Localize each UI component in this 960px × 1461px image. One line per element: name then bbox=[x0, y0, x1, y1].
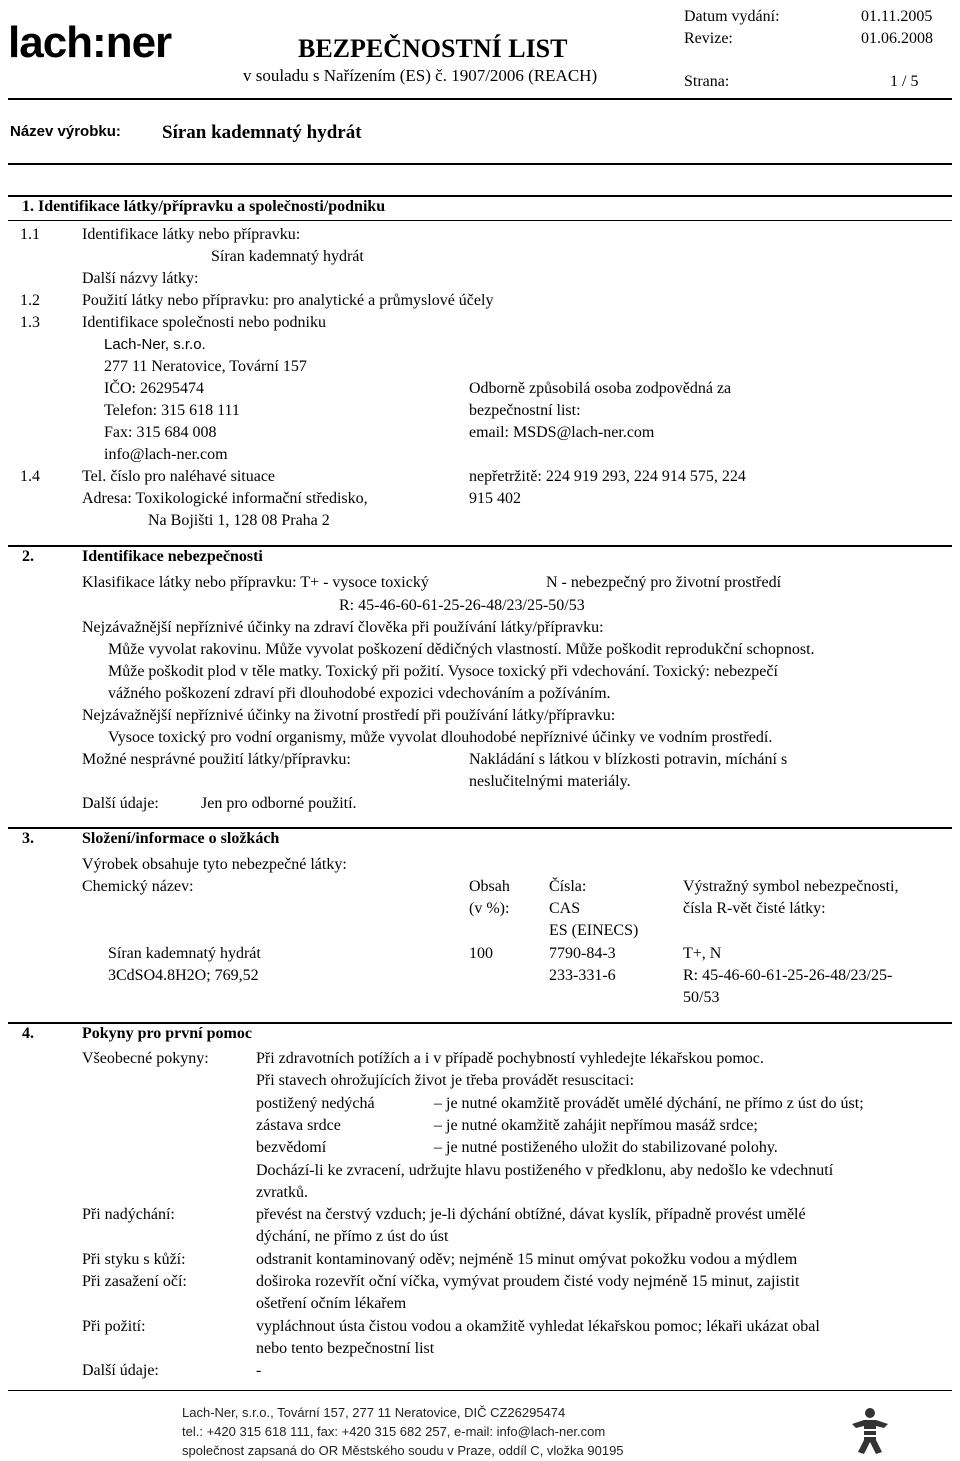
competent-person-email[interactable]: email: MSDS@lach-ner.com bbox=[469, 424, 655, 441]
health-effects-line1: Může vyvolat rakovinu. Může vyvolat poškození dědičných vlastností. Může poškodit reprodukční schopnost. bbox=[108, 641, 815, 658]
further-info-value: Jen pro odborné použití. bbox=[201, 795, 357, 812]
component-formula: 3CdSO4.8H2O; 769,52 bbox=[108, 967, 259, 984]
general-advice-label: Všeobecné pokyny: bbox=[82, 1050, 209, 1067]
ingestion-line1: vypláchnout ústa čistou vodou a okamžitě vyhledat lékařskou pomoc; lékaři ukázat obal bbox=[256, 1318, 820, 1335]
component-r-phrases-line1: R: 45-46-60-61-25-26-48/23/25- bbox=[683, 967, 893, 984]
page-number: 1 / 5 bbox=[890, 73, 919, 90]
certification-logo-icon bbox=[846, 1406, 894, 1456]
skin-contact-text: odstranit kontaminovaný oděv; nejméně 15 minut omývat pokožku vodou a mýdlem bbox=[256, 1251, 798, 1268]
substance-name: Síran kademnatý hydrát bbox=[211, 248, 364, 265]
more-info-value: - bbox=[256, 1362, 262, 1379]
general-advice-line2: Při stavech ohrožujících život je třeba provádět resuscitaci: bbox=[256, 1072, 635, 1089]
composition-intro: Výrobek obsahuje tyto nebezpečné látky: bbox=[82, 856, 347, 873]
page-label: Strana: bbox=[684, 73, 730, 90]
section1-bottom-rule bbox=[8, 220, 952, 221]
section4-number: 4. bbox=[22, 1025, 34, 1042]
component-name: Síran kademnatý hydrát bbox=[108, 945, 261, 962]
emergency-phones-line2: 915 402 bbox=[469, 490, 521, 507]
company-fax: Fax: 315 684 008 bbox=[104, 424, 217, 441]
section3-top-rule bbox=[8, 827, 952, 829]
footer-line1: Lach-Ner, s.r.o., Tovární 157, 277 11 Neratovice, DIČ CZ26295474 bbox=[182, 1405, 566, 1420]
item-1-1-number: 1.1 bbox=[20, 226, 40, 243]
environment-effects-heading: Nejzávažnější nepříznivé účinky na životní prostředí při používání látky/přípravku: bbox=[82, 707, 616, 724]
eye-contact-label: Při zasažení očí: bbox=[82, 1273, 187, 1290]
health-effects-line2: Může poškodit plod v těle matky. Toxický při požití. Vysoce toxický při vdechování. Toxický: nebezpečí bbox=[108, 663, 778, 680]
section4-heading: Pokyny pro první pomoc bbox=[82, 1025, 252, 1042]
toxicology-address-line2: Na Bojišti 1, 128 08 Praha 2 bbox=[148, 512, 330, 529]
vomiting-advice-line2: zvratků. bbox=[256, 1184, 308, 1201]
component-r-phrases-line2: 50/53 bbox=[683, 989, 720, 1006]
eye-contact-line2: ošetření očním lékařem bbox=[256, 1295, 407, 1312]
general-advice-line1: Při zdravotních potížích a i v případě pochybností vyhledejte lékařskou pomoc. bbox=[256, 1050, 764, 1067]
r-phrases: R: 45-46-60-61-25-26-48/23/25-50/53 bbox=[339, 597, 585, 614]
section2-heading: Identifikace nebezpečnosti bbox=[82, 548, 263, 565]
company-address: 277 11 Neratovice, Tovární 157 bbox=[104, 358, 307, 375]
col-hazard-symbol-line2: čísla R-vět čisté látky: bbox=[683, 900, 826, 917]
toxicology-address-line1: Adresa: Toxikologické informační středisko, bbox=[82, 490, 368, 507]
component-content: 100 bbox=[469, 945, 493, 962]
misuse-label: Možné nesprávné použití látky/přípravku: bbox=[82, 751, 351, 768]
footer-line3: společnost zapsaná do OR Městského soudu v Praze, oddíl C, vložka 90195 bbox=[182, 1443, 624, 1458]
revision-label: Revize: bbox=[684, 30, 733, 47]
emergency-phones-line1: nepřetržitě: 224 919 293, 224 914 575, 224 bbox=[469, 468, 746, 485]
component-einecs: 233-331-6 bbox=[549, 967, 616, 984]
case-cardiac-arrest: zástava srdce bbox=[256, 1117, 341, 1134]
inhalation-line1: převést na čerstvý vzduch; je-li dýchání obtížné, dávat kyslík, případně provést umělé bbox=[256, 1206, 806, 1223]
inhalation-line2: dýchání, ne přímo z úst do úst bbox=[256, 1228, 449, 1245]
col-hazard-symbol-line1: Výstražný symbol nebezpečnosti, bbox=[683, 878, 899, 895]
issue-date-label: Datum vydání: bbox=[684, 8, 780, 25]
section3-heading: Složení/informace o složkách bbox=[82, 830, 280, 847]
product-divider bbox=[8, 163, 952, 165]
case-not-breathing: postižený nedýchá bbox=[256, 1095, 375, 1112]
col-numbers-line2: CAS bbox=[549, 900, 581, 917]
case-unconscious: bezvědomí bbox=[256, 1139, 327, 1156]
competent-person-line2: bezpečnostní list: bbox=[469, 402, 581, 419]
skin-contact-label: Při styku s kůží: bbox=[82, 1251, 186, 1268]
col-numbers-line3: ES (EINECS) bbox=[549, 922, 639, 939]
item-1-1-label: Identifikace látky nebo přípravku: bbox=[82, 226, 301, 243]
case-unconscious-action: – je nutné postiženého uložit do stabilizované polohy. bbox=[434, 1139, 778, 1156]
company-phone: Telefon: 315 618 111 bbox=[104, 402, 240, 419]
document-subtitle: v souladu s Nařízením (ES) č. 1907/2006 (REACH) bbox=[243, 66, 598, 85]
competent-person-line1: Odborně způsobilá osoba zodpovědná za bbox=[469, 380, 732, 397]
company-email[interactable]: info@lach-ner.com bbox=[104, 446, 228, 463]
product-label: Název výrobku: bbox=[10, 123, 121, 140]
section2-top-rule bbox=[8, 545, 952, 547]
company-logo: lach:ner bbox=[8, 18, 172, 67]
col-content-line2: (v %): bbox=[469, 900, 510, 917]
component-hazard-symbol: T+, N bbox=[683, 945, 722, 962]
environment-effects-text: Vysoce toxický pro vodní organismy, může vyvolat dlouhodobé nepříznivé účinky ve vodním prostředí. bbox=[108, 729, 773, 746]
revision-date: 01.06.2008 bbox=[861, 30, 933, 47]
item-1-2-usage: Použití látky nebo přípravku: pro analytické a průmyslové účely bbox=[82, 292, 494, 309]
classification-environment: N - nebezpečný pro životní prostředí bbox=[546, 574, 782, 591]
vomiting-advice-line1: Dochází-li ke zvracení, udržujte hlavu postiženého v předklonu, aby nedošlo ke vdechnutí bbox=[256, 1162, 834, 1179]
col-chemical-name: Chemický název: bbox=[82, 878, 194, 895]
item-1-4-number: 1.4 bbox=[20, 468, 40, 485]
section4-top-rule bbox=[8, 1022, 952, 1024]
case-not-breathing-action: – je nutné okamžitě provádět umělé dýchání, ne přímo z úst do úst; bbox=[434, 1095, 864, 1112]
document-title: BEZPEČNOSTNÍ LIST bbox=[298, 34, 568, 63]
section1-top-rule bbox=[8, 195, 952, 197]
product-name: Síran kademnatý hydrát bbox=[162, 122, 362, 143]
ingestion-line2: nebo tento bezpečnostní list bbox=[256, 1340, 435, 1357]
health-effects-heading: Nejzávažnější nepříznivé účinky na zdraví člověka při používání látky/přípravku: bbox=[82, 619, 604, 636]
footer-rule bbox=[8, 1390, 952, 1391]
component-cas: 7790-84-3 bbox=[549, 945, 616, 962]
ingestion-label: Při požití: bbox=[82, 1318, 146, 1335]
misuse-line2: neslučitelnými materiály. bbox=[469, 773, 631, 790]
more-info-label: Další údaje: bbox=[82, 1362, 159, 1379]
col-numbers-line1: Čísla: bbox=[549, 878, 587, 895]
misuse-line1: Nakládání s látkou v blízkosti potravin, míchání s bbox=[469, 751, 788, 768]
item-1-2-number: 1.2 bbox=[20, 292, 40, 309]
col-content-line1: Obsah bbox=[469, 878, 510, 895]
item-1-4-label: Tel. číslo pro naléhavé situace bbox=[82, 468, 276, 485]
case-cardiac-arrest-action: – je nutné okamžitě zahájit nepřímou masáž srdce; bbox=[434, 1117, 758, 1134]
issue-date: 01.11.2005 bbox=[861, 8, 933, 25]
section2-number: 2. bbox=[22, 548, 34, 565]
company-name: Lach-Ner, s.r.o. bbox=[104, 336, 206, 353]
other-names-label: Další názvy látky: bbox=[82, 270, 199, 287]
further-info-label: Další údaje: bbox=[82, 795, 159, 812]
health-effects-line3: vážného poškození zdraví při dlouhodobé expozici vdechováním a požíváním. bbox=[108, 685, 611, 702]
section3-number: 3. bbox=[22, 830, 34, 847]
inhalation-label: Při nadýchání: bbox=[82, 1206, 175, 1223]
company-ico: IČO: 26295474 bbox=[104, 380, 204, 397]
section1-heading: 1. Identifikace látky/přípravku a společnosti/podniku bbox=[22, 198, 386, 215]
item-1-3-label: Identifikace společnosti nebo podniku bbox=[82, 314, 326, 331]
item-1-3-number: 1.3 bbox=[20, 314, 40, 331]
classification: Klasifikace látky nebo přípravku: T+ - vysoce toxický bbox=[82, 574, 429, 591]
eye-contact-line1: doširoka rozevřít oční víčka, vymývat proudem čisté vody nejméně 15 minut, zajistit bbox=[256, 1273, 800, 1290]
footer-line2: tel.: +420 315 618 111, fax: +420 315 682 257, e-mail: info@lach-ner.com bbox=[182, 1424, 606, 1439]
header-divider bbox=[8, 98, 952, 100]
